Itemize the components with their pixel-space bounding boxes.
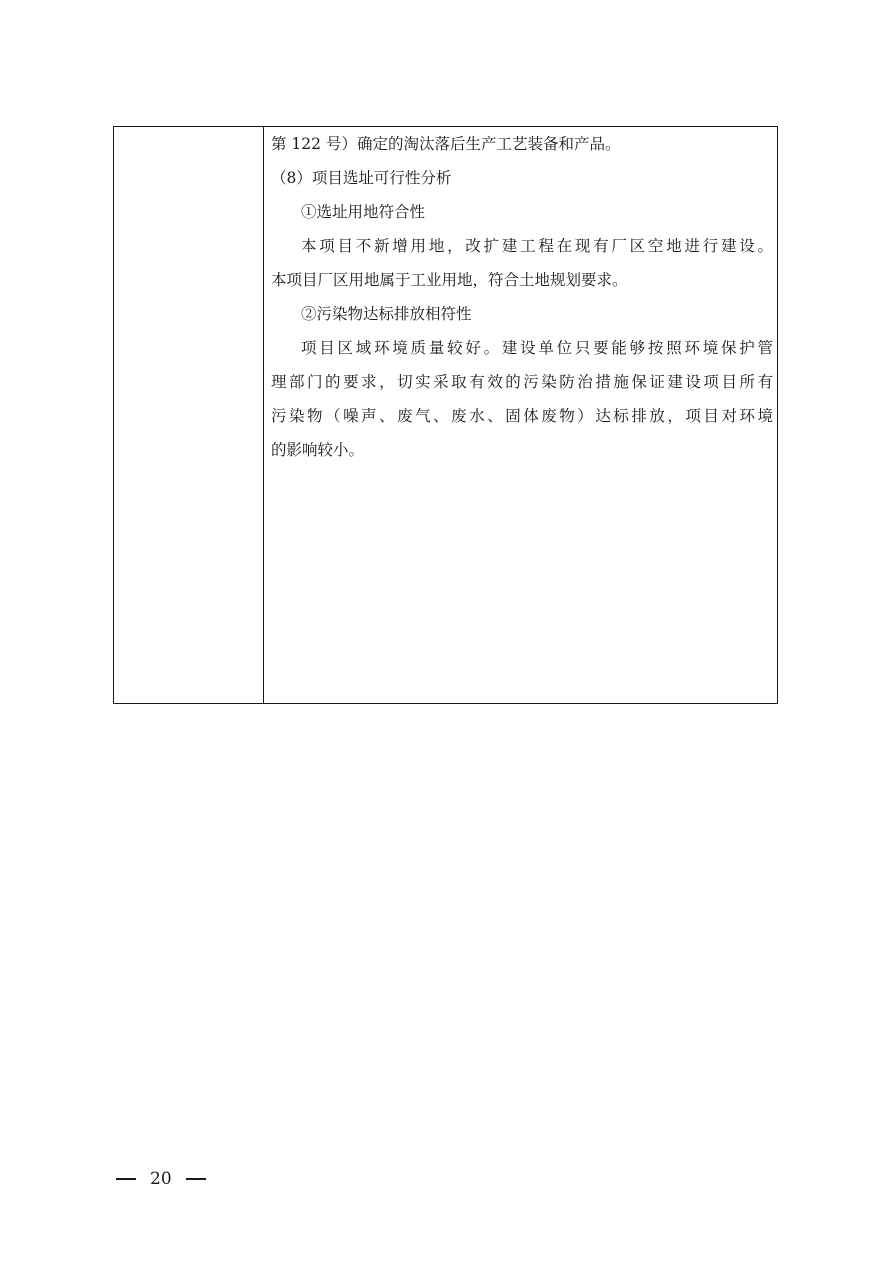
- footer-dash-right: [186, 1178, 206, 1180]
- page-number: 20: [150, 1169, 172, 1189]
- footer-dash-left: [116, 1178, 136, 1180]
- table-left-cell: [114, 127, 264, 703]
- paragraph-line: 项目区域环境质量较好。建设单位只要能够按照环境保护管: [301, 339, 773, 357]
- table-right-cell: [264, 127, 777, 703]
- paragraph-line: 理部门的要求，切实采取有效的污染防治措施保证建设项目所有: [271, 373, 773, 391]
- paragraph-line: 污染物（噪声、废气、废水、固体废物）达标排放，项目对环境: [271, 407, 773, 425]
- paragraph-line: 的影响较小。: [271, 441, 365, 459]
- text-line-continuation: 第 122 号）确定的淘汰落后生产工艺装备和产品。: [271, 135, 621, 153]
- paragraph-line: 本项目不新增用地，改扩建工程在现有厂区空地进行建设。: [301, 237, 773, 255]
- subheading-emission-compliance: ②污染物达标排放相符性: [301, 305, 472, 323]
- page-footer: [116, 1169, 206, 1189]
- section-heading-site-feasibility: （8）项目选址可行性分析: [271, 169, 452, 187]
- content-table: [113, 126, 778, 704]
- subheading-land-use-compliance: ①选址用地符合性: [301, 203, 426, 221]
- paragraph-line: 本项目厂区用地属于工业用地，符合土地规划要求。: [271, 271, 628, 289]
